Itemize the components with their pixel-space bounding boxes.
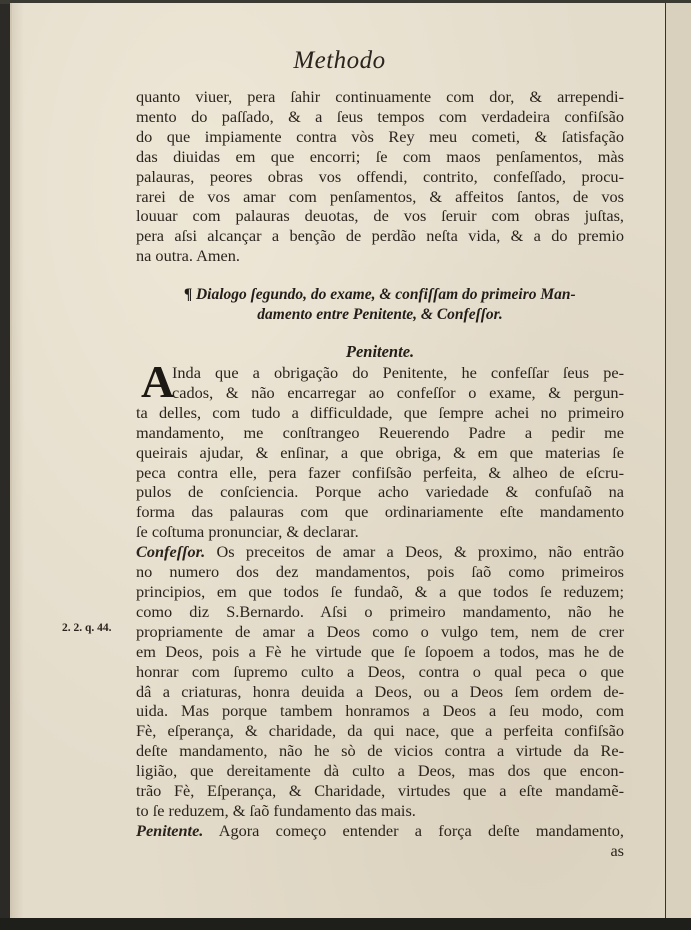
text-line: ta delles, com tudo a difficuldade, que ſempre achei no primeiro — [136, 402, 624, 422]
text-line: mandamento, me conſtrangeo Reuerendo Padre a pedir me — [136, 422, 624, 442]
text-line: trão Fè, Eſperança, & Charidade, virtudes que a eſte mandamẽ- — [136, 781, 624, 801]
text-line: cados, & não encarregar ao confeſſor o exame, & pergun- — [172, 382, 624, 402]
catchword: as — [610, 840, 624, 860]
text-line: pulos de conſciencia. Porque acho variedade & confuſaõ na — [136, 482, 624, 502]
dialogue-text — [136, 356, 624, 861]
text-line: louuar com palauras deuotas, de vos ſeruir com obras juſtas, — [136, 206, 624, 226]
speaker-label: Penitente. — [136, 820, 204, 840]
text-line: como diz S.Bernardo. Aſsi o primeiro mandamento, não he — [136, 601, 624, 621]
facing-page-edge — [665, 3, 691, 920]
text-line: Fè, eſperança, & charidade, da qui nace, que a perfeita confiſsão — [136, 721, 624, 741]
text-line: to ſe reduzem, & ſaõ fundamento das mais. — [136, 800, 416, 820]
scan-border-bottom — [0, 918, 691, 930]
section-title-line-2: damento entre Penitente, & Confeſſor. — [257, 306, 503, 323]
drop-cap: A — [141, 356, 175, 407]
text-line: forma das palauras com que ordinariamente eſte mandamento — [136, 502, 624, 522]
text-line: Penitente. Agora começo entender a força deſte mandamento, — [136, 820, 624, 840]
text-line: pera aſsi alcançar a benção de perdão neſta vida, & a do premio — [136, 226, 624, 246]
text-line: do que impiamente contra vòs Rey meu cometi, & ſatisfação — [136, 126, 624, 146]
speaker-heading: Penitente. — [345, 342, 415, 361]
pilcrow-icon: ¶ — [184, 286, 193, 303]
margin-note: 2. 2. q. 44. — [62, 622, 112, 634]
text-line: das diuidas em que encorri; ſe com maos penſamentos, màs — [136, 146, 624, 166]
text-line: peca contra elle, pera fazer confiſsão perfeita, & alheo de eſcru- — [136, 462, 624, 482]
text-line: Confeſſor. Os preceitos de amar a Deos, & proximo, não entrão — [136, 542, 624, 562]
text-line: quanto viuer, pera ſahir continuamente com dor, & arrependi- — [136, 87, 624, 106]
running-header: Methodo — [293, 47, 386, 74]
text-line: na outra. Amen. — [136, 246, 240, 266]
text-line: uida. Mas porque tambem honramos a Deos a ſeu modo, com — [136, 701, 624, 721]
text-line: principios, em que todos ſe fundaõ, & a que todos ſe reduzem; — [136, 581, 624, 601]
text-line: no numero dos dez mandamentos, pois ſaõ como primeiros — [136, 562, 624, 582]
text-line: mento do paſſado, & a ſeus tempos com verdadeira confiſsão — [136, 106, 624, 126]
text-line: palauras, peores obras vos offendi, contrito, confeſſado, procu- — [136, 166, 624, 186]
text-line: dâ a criaturas, honra deuida a Deos, ou a Deos ſem ordem de- — [136, 681, 624, 701]
text-line: Inda que a obrigação do Penitente, he confeſſar ſeus pe- — [172, 363, 624, 382]
text-line: em Deos, pois a Fè he virtude que ſe ſopoem a todos, mas he de — [136, 641, 624, 661]
speaker-label: Confeſſor. — [136, 542, 206, 562]
text-line: rarei de vos amar com penſamentos, & affeitos ſantos, de vos — [136, 186, 624, 206]
text-line: ſe coſtuma pronunciar, & declarar. — [136, 522, 359, 542]
text-line: honrar com ſupremo culto a Deos, contra o qual peca o que — [136, 661, 624, 681]
section-title — [136, 285, 624, 325]
paragraph-closing-prayer — [136, 87, 624, 266]
text-line: deſte mandamento, não he sò de vicios contra a virtude da Re- — [136, 741, 624, 761]
section-title-line-1: ¶ Dialogo ſegundo, do exame, & confiſſam do primeiro Man- — [184, 286, 576, 303]
text-line: propriamente de amar a Deos como o vulgo tem, nem de crer — [136, 621, 624, 641]
text-line: ligião, que dereitamente dà culto a Deos, mas dos que encon- — [136, 761, 624, 781]
text-line: queirais ajudar, & enſinar, a que obriga, & em que materias ſe — [136, 442, 624, 462]
